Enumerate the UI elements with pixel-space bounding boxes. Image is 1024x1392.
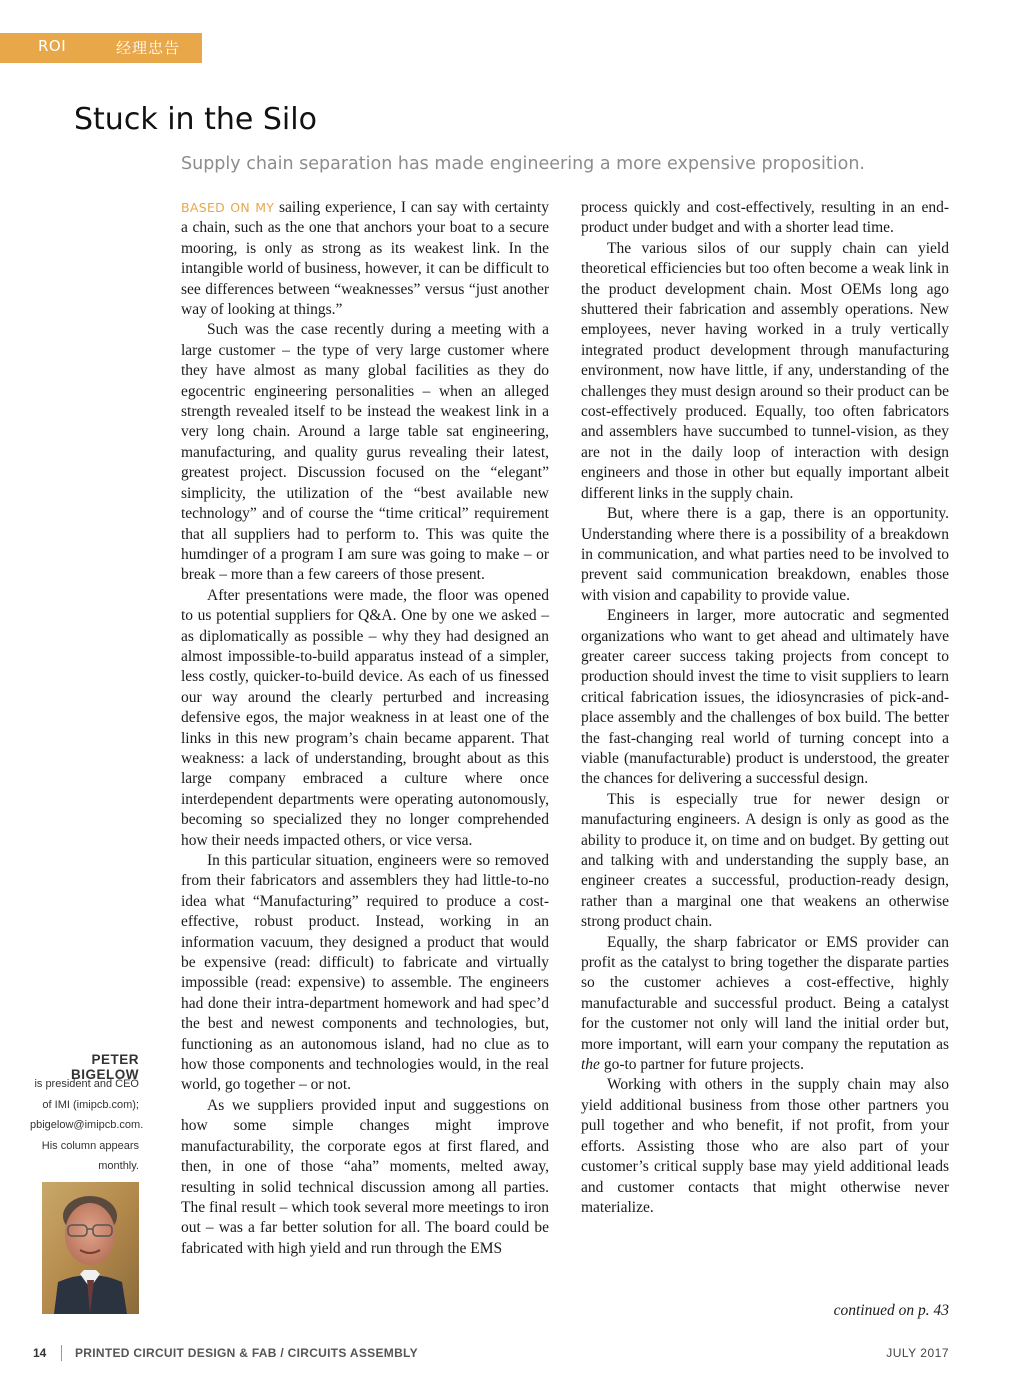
- page-number: 14: [33, 1346, 47, 1360]
- paragraph: BASED ON MY sailing experience, I can say with certainty a chain, such as the one that anchors your boat to a secure mooring, is only as strong as its weakest link. In the intangible world of business, however, it can be difficult to see differences between “weaknesses” versus “just another way of looking at things.”: [181, 199, 549, 319]
- continued-note: continued on p. 43: [833, 1302, 949, 1319]
- paragraph: Such was the case recently during a meeting with a large customer – the type of very large customer where they have almost as many global facilities as they do egocentric engineering personalities – when an alleged strength revealed itself to be instead the weakest link in a very long chain. Around a large table sat engineering, manufacturing, and quality gurus revealing their latest, greatest project. Discussion focused on the “elegant” simplicity, the utilization of the “best available new technology” and of course the “time critical” requirement that all suppliers had to perform to. This was quite the humdinger of a program I am sure was going to make – or break – more than a few careers of those present.: [181, 321, 549, 584]
- author-name: PETER BIGELOW: [71, 1052, 139, 1082]
- lead-in: BASED ON MY: [181, 200, 275, 215]
- paragraph: In this particular situation, engineers were so removed from their fabricators and assemblers they had little-to-no idea what “Manufacturing” required to produce a cost-effective, robust product. Instead, working in an information vacuum, they designed a product that would be expensive (read: difficult) to fabricate and virtually impossible (read: expensive) to assemble. The engineers had done their intra-department homework and had spec’d the best and newest components and technologies, but, functioning as an autonomous island, had no clue as to how those components and technologies would, in the real world, go together – or not.: [181, 852, 549, 1094]
- footer-divider: [61, 1345, 62, 1361]
- article-title: Stuck in the Silo: [74, 102, 317, 137]
- article-deck: Supply chain separation has made engineering a more expensive proposition.: [181, 154, 865, 174]
- paragraph: The various silos of our supply chain can yield theoretical efficiencies but too often become a weak link in the product development chain. Most OEMs long ago shuttered their fabrication and assembly operations. New employees, never having worked in a truly vertically integrated product development through manufacturing environment, now have little, if any, understanding of the challenges they must design around so their product can be cost-effectively produced. Equally, too often fabricators and assemblers have succumbed to tunnel-vision, as they are not in the daily loop of interaction with design engineers and those in other but equally important albeit different links in the supply chain.: [581, 239, 949, 502]
- section-label: ROI: [38, 37, 67, 55]
- paragraph: This is especially true for newer design or manufacturing engineers. A design is only as good as the ability to produce it, on time and on budget. By getting out and talking with and understanding the supply base, an engineer creates a successful, production-ready design, rather than a marginal one that weakens an otherwise strong product chain.: [581, 790, 949, 931]
- publication-name: PRINTED CIRCUIT DESIGN & FAB / CIRCUITS ASSEMBLY: [75, 1346, 418, 1360]
- article-column-left: [181, 198, 549, 1259]
- author-bio: is president and CEO of IMI (imipcb.com); pbigelow@imipcb.com. His column appears monthly.: [30, 1078, 144, 1172]
- author-photo: [42, 1182, 139, 1314]
- paragraph: After presentations were made, the floor was opened to us potential suppliers for Q&A. One by one we asked – as diplomatically as possible – why they had designed an almost impossible-to-build apparatus instead of a simpler, less costly, quicker-to-build device. As each of us finessed our way around the clearly perturbed and increasing defensive egos, the major weakness in at least one of the links in this new program’s chain became apparent. That weakness: a lack of understanding, brought about as this large company embraced a culture where once interdependent departments were operating autonomously, becoming so specialized they no longer comprehended how their needs impacted others, or vice versa.: [181, 586, 549, 849]
- section-tab: [0, 33, 202, 63]
- paragraph: Working with others in the supply chain may also yield additional business from those other partners you pull together and who benefit, if not profit, from your efforts. Assisting those who are also part of your customer’s critical supply base may yield additional leads and customer contacts that might otherwise never materialize.: [581, 1076, 949, 1216]
- paragraph: But, where there is a gap, there is an opportunity. Understanding where there is a possibility of a breakdown in communication, and what parties need to be involved to prevent said communication breakdown, enables those with vision and capability to provide value.: [581, 505, 949, 604]
- section-label-chinese: 经理忠告: [116, 39, 181, 57]
- paragraph: Engineers in larger, more autocratic and segmented organizations who want to get ahead and ultimately have greater career success taking projects from concept to production should invest the time to visit suppliers to learn critical fabrication issues, the idiosyncrasies of pick-and-place assembly and the challenges of box build. The better the fast-changing real world of turning concept into a viable (manufacturable) product is understood, the greater the chances for delivering a successful design.: [581, 607, 949, 788]
- paragraph: As we suppliers provided input and suggestions on how some simple changes might improve manufacturability, the corporate egos at first flared, and then, in one of those “aha” moments, melted away, resulting in solid technical discussion among all parties. The final result – which took several more meetings to iron out – was a far better solution for all. The board could be fabricated with high yield and run through the EMS: [181, 1096, 549, 1257]
- article-column-right: [581, 198, 949, 1218]
- paragraph: Equally, the sharp fabricator or EMS provider can profit as the catalyst to bring together the disparate parties so the customer achieves a cost-effective, highly manufacturable and successful product. Being a catalyst for the customer not only will land the initial order but, more important, will earn your company the reputation as the go-to partner for future projects.: [581, 933, 949, 1074]
- issue-date: JULY 2017: [886, 1346, 949, 1360]
- paragraph: process quickly and cost-effectively, resulting in an end-product under budget and with a shorter lead time.: [581, 199, 949, 237]
